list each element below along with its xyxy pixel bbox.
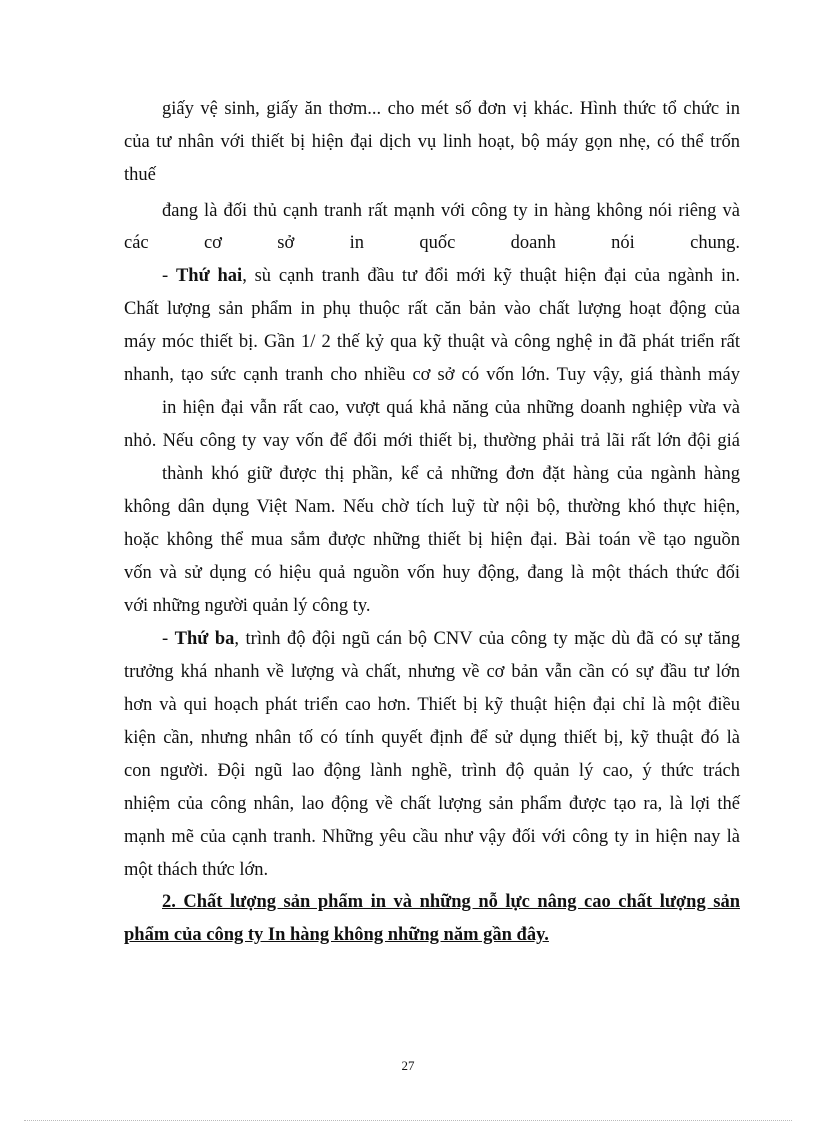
word: chung. <box>690 233 740 253</box>
paragraph-line <box>162 264 740 288</box>
paragraph-line: giấy vệ sinh, giấy ăn thơm... cho mét số đơn vị khác. Hình thức tổ chức in <box>162 99 740 119</box>
paragraph-line: với những người quản lý công ty. <box>124 596 371 616</box>
page-number: 27 <box>401 1058 415 1073</box>
word: doanh <box>510 233 556 253</box>
paragraph-line: hoặc không thể mua sắm được những thiết bị hiện đại. Bài toán về tạo nguồn <box>124 530 740 550</box>
paragraph-line: một thách thức lớn. <box>124 860 269 880</box>
word: nói <box>611 233 635 253</box>
paragraph-line: in hiện đại vẫn rất cao, vượt quá khả năng của những doanh nghiệp vừa và <box>162 398 740 418</box>
word: in <box>349 233 364 253</box>
paragraph-line: trưởng khá nhanh về lượng và chất, nhưng về cơ bản vẫn cần có sự đầu tư lớn <box>124 662 740 682</box>
word: các <box>124 233 149 253</box>
word: sở <box>277 233 295 253</box>
paragraph-line <box>162 627 740 651</box>
paragraph-line: Chất lượng sản phẩm in phụ thuộc rất căn bản vào chất lượng hoạt động của <box>124 299 740 319</box>
word: quốc <box>419 233 456 253</box>
paragraph-line-distributed <box>124 231 740 255</box>
paragraph-line: thuế <box>124 165 156 185</box>
paragraph-line: thành khó giữ được thị phần, kể cả những đơn đặt hàng của ngành hàng <box>162 464 740 484</box>
paragraph-line: đang là đối thủ cạnh tranh rất mạnh với công ty in hàng không nói riêng và <box>162 201 740 221</box>
paragraph-line: không dân dụng Việt Nam. Nếu chờ tích luỹ từ nội bộ, thường khó thực hiện, <box>124 497 740 517</box>
paragraph-line: mạnh mẽ của cạnh tranh. Những yêu cầu như vậy đối với công ty in hiện nay là <box>124 827 740 847</box>
page-bottom-divider <box>24 1120 792 1121</box>
dash: - <box>162 266 176 286</box>
paragraph-line: nhiệm của công nhân, lao động về chất lượng sản phẩm được tạo ra, là lợi thế <box>124 794 740 814</box>
bold-term: Thứ ba <box>174 629 235 649</box>
line-text: , trình độ đội ngũ cán bộ CNV của công ty mặc dù đã có sự tăng <box>234 629 740 649</box>
paragraph-line: hơn và qui hoạch phát triển cao hơn. Thiết bị kỹ thuật hiện đại chỉ là một điều <box>124 695 740 715</box>
section-heading-line: phẩm của công ty In hàng không những năm gần đây. <box>124 925 549 945</box>
paragraph-line: của tư nhân với thiết bị hiện đại dịch vụ linh hoạt, bộ máy gọn nhẹ, có thể trốn <box>124 132 740 152</box>
line-text: , sù cạnh tranh đầu tư đổi mới kỹ thuật hiện đại của ngành in. <box>242 266 740 286</box>
paragraph-line: vốn và sử dụng có hiệu quả nguồn vốn huy động, đang là một thách thức đối <box>124 563 740 583</box>
word: cơ <box>203 233 222 253</box>
dash: - <box>162 629 175 649</box>
section-heading-line: 2. Chất lượng sản phẩm in và những nỗ lực nâng cao chất lượng sản <box>162 892 740 912</box>
paragraph-line: máy móc thiết bị. Gần 1/ 2 thế kỷ qua kỹ thuật và công nghệ in đã phát triển rất <box>124 332 740 352</box>
paragraph-line: nhanh, tạo sức cạnh tranh cho nhiều cơ sở có vốn lớn. Tuy vậy, giá thành máy <box>124 365 740 385</box>
bold-term: Thứ hai <box>175 266 243 286</box>
paragraph-line: con người. Đội ngũ lao động lành nghề, trình độ quản lý cao, ý thức trách <box>124 761 740 781</box>
paragraph-line: nhỏ. Nếu công ty vay vốn để đổi mới thiết bị, thường phải trả lãi rất lớn đội giá <box>124 431 740 451</box>
paragraph-line: kiện cần, nhưng nhân tố có tính quyết định để sử dụng thiết bị, kỹ thuật đó là <box>124 728 740 748</box>
